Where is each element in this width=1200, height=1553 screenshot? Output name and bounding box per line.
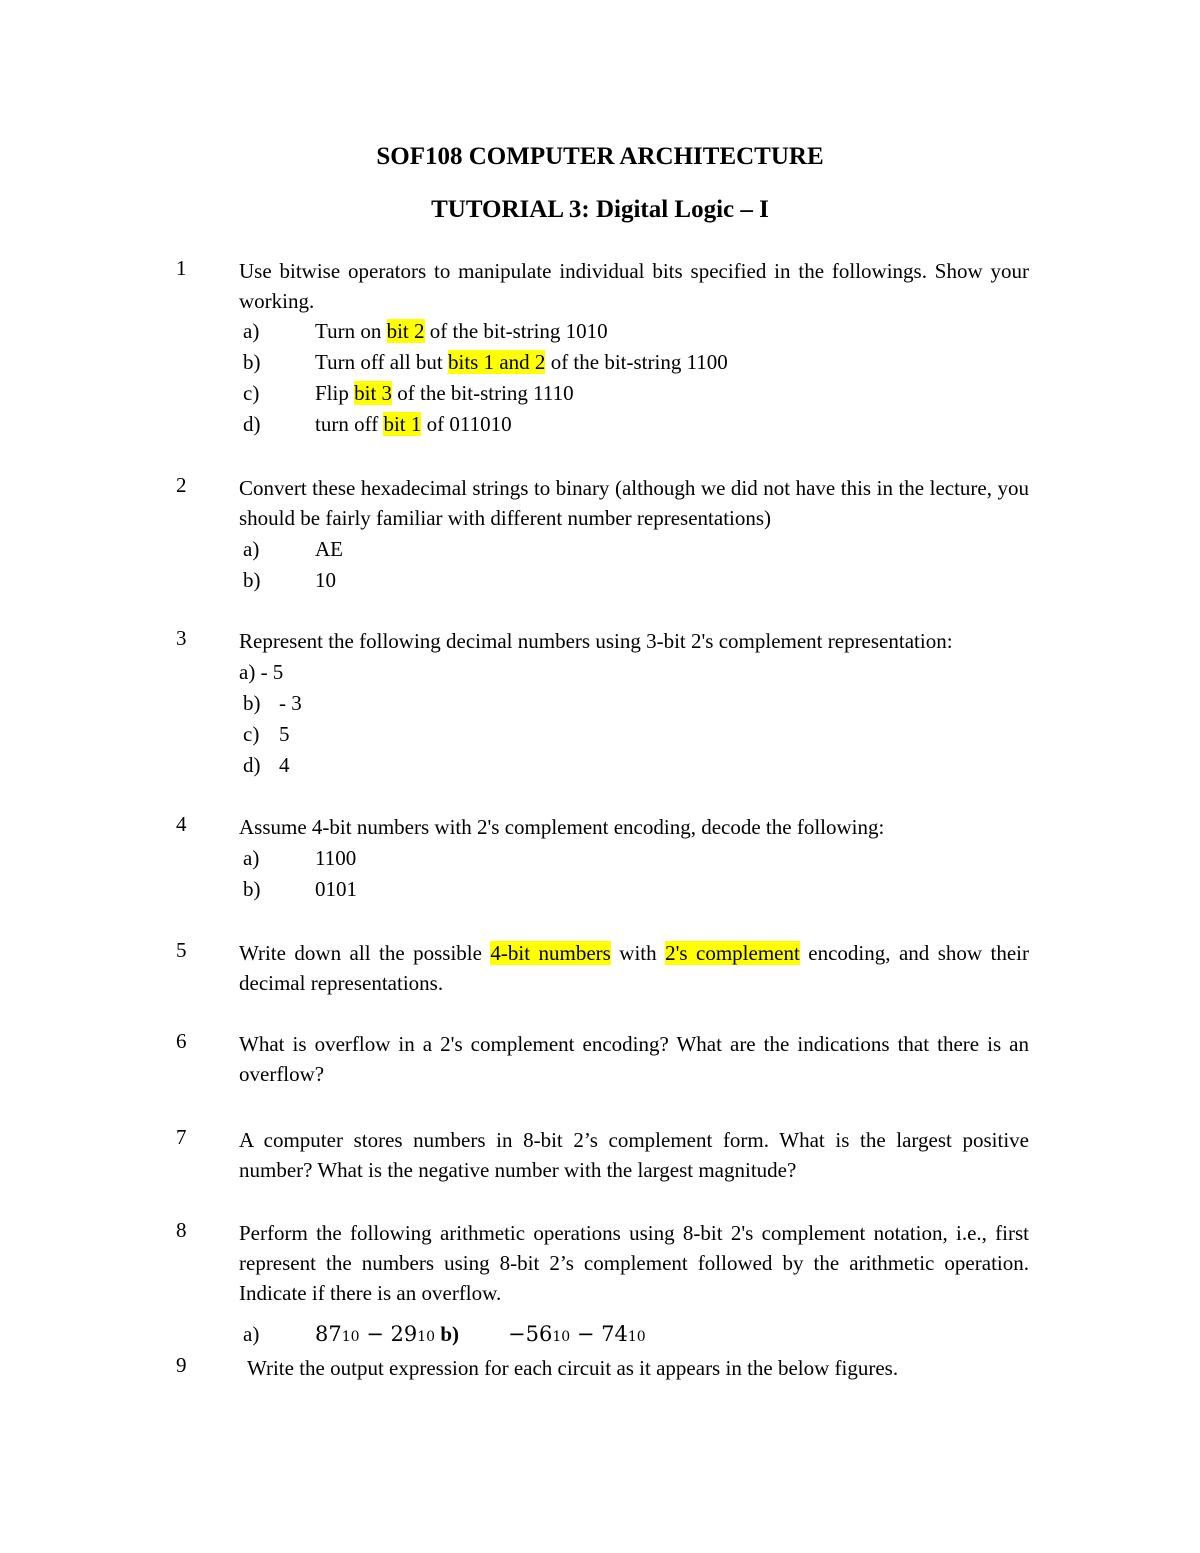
question-number: 1 bbox=[176, 256, 187, 280]
question-text: Convert these hexadecimal strings to binary (although we did not have this in the lecture, you should be fairly familiar with different number representations) bbox=[239, 476, 1029, 530]
item-label: c) bbox=[243, 722, 260, 746]
page-subtitle: TUTORIAL 3: Digital Logic – I bbox=[431, 196, 769, 223]
highlight: bits 1 and 2 bbox=[448, 350, 546, 374]
item-label: a) bbox=[243, 537, 260, 561]
item-text: 10 bbox=[315, 568, 336, 592]
question-3-item-b bbox=[243, 688, 943, 718]
question-2-item-a bbox=[243, 534, 943, 564]
item-label: a) bbox=[243, 846, 260, 870]
item-label: c) bbox=[243, 381, 260, 405]
question-text: Assume 4-bit numbers with 2's complement encoding, decode the following: bbox=[239, 815, 885, 839]
item-text: 1100 bbox=[315, 846, 357, 870]
question-number: 2 bbox=[176, 473, 187, 497]
question-number: 6 bbox=[176, 1029, 187, 1053]
highlight: bit 3 bbox=[354, 381, 393, 405]
item-text: - 3 bbox=[279, 691, 302, 715]
question-4-item-a bbox=[243, 843, 943, 873]
item-text: 4 bbox=[279, 753, 290, 777]
question-1-item-c bbox=[243, 378, 943, 408]
question-text: Use bitwise operators to manipulate individual bits specified in the followings. Show your working. bbox=[239, 259, 1029, 313]
question-number: 7 bbox=[176, 1125, 187, 1149]
question-2-item-b bbox=[243, 565, 943, 595]
question-3-item-c bbox=[243, 719, 943, 749]
question-number: 8 bbox=[176, 1218, 187, 1242]
item-text: 5 bbox=[279, 722, 290, 746]
item-label: d) bbox=[243, 412, 261, 436]
question-number: 9 bbox=[176, 1353, 187, 1377]
question-text: A computer stores numbers in 8-bit 2’s complement form. What is the largest positive number? What is the negative number with the largest magnitude? bbox=[239, 1128, 1029, 1182]
question-text: Perform the following arithmetic operations using 8-bit 2's complement notation, i.e., first represent the numbers using 8-bit 2’s complement followed by the arithmetic operation. Indicate if there is an overflow. bbox=[239, 1221, 1029, 1305]
item-label: d) bbox=[243, 753, 261, 777]
question-text: Represent the following decimal numbers using 3-bit 2's complement representation: bbox=[239, 629, 953, 653]
question-text: Write down all the possible 4-bit numbers with 2's complement encoding, and show their decimal representations. bbox=[239, 941, 1030, 995]
question-1-item-b bbox=[243, 347, 943, 377]
item-text: Turn on bit 2 of the bit-string 1010 bbox=[315, 319, 608, 343]
highlight: 2's complement bbox=[665, 941, 800, 965]
item-label: a) bbox=[243, 319, 260, 343]
item-label: a) bbox=[243, 1322, 260, 1346]
question-3-item-a bbox=[239, 657, 939, 687]
item-label: b) bbox=[243, 568, 261, 592]
question-number: 5 bbox=[176, 938, 187, 962]
item-text: 8710 − 2910 b) bbox=[315, 1322, 459, 1346]
item-label: b) bbox=[243, 877, 261, 901]
highlight: bit 1 bbox=[383, 412, 422, 436]
question-1-item-d bbox=[243, 409, 943, 439]
item-label: b) bbox=[243, 350, 261, 374]
highlight: bit 2 bbox=[386, 319, 425, 343]
question-text: What is overflow in a 2's complement encoding? What are the indications that there is an overflow? bbox=[239, 1032, 1029, 1086]
question-4-item-b bbox=[243, 874, 943, 904]
highlight: 4-bit numbers bbox=[490, 941, 611, 965]
item-text: turn off bit 1 of 011010 bbox=[315, 412, 512, 436]
question-number: 3 bbox=[176, 626, 187, 650]
page-title: SOF108 COMPUTER ARCHITECTURE bbox=[376, 143, 824, 170]
item-text: AE bbox=[315, 537, 343, 561]
question-1-item-a bbox=[243, 316, 943, 346]
item-text-b: −5610 − 7410 bbox=[508, 1322, 646, 1346]
question-3-item-d bbox=[243, 750, 943, 780]
item-text: Flip bit 3 of the bit-string 1110 bbox=[315, 381, 574, 405]
question-number: 4 bbox=[176, 812, 187, 836]
item-label: b) bbox=[243, 691, 261, 715]
question-text: Write the output expression for each circuit as it appears in the below figures. bbox=[247, 1356, 899, 1380]
item-text: 0101 bbox=[315, 877, 357, 901]
question-8-operations bbox=[243, 1319, 943, 1349]
item-text: a) - 5 bbox=[239, 660, 284, 684]
item-text: Turn off all but bits 1 and 2 of the bit-string 1100 bbox=[315, 350, 728, 374]
